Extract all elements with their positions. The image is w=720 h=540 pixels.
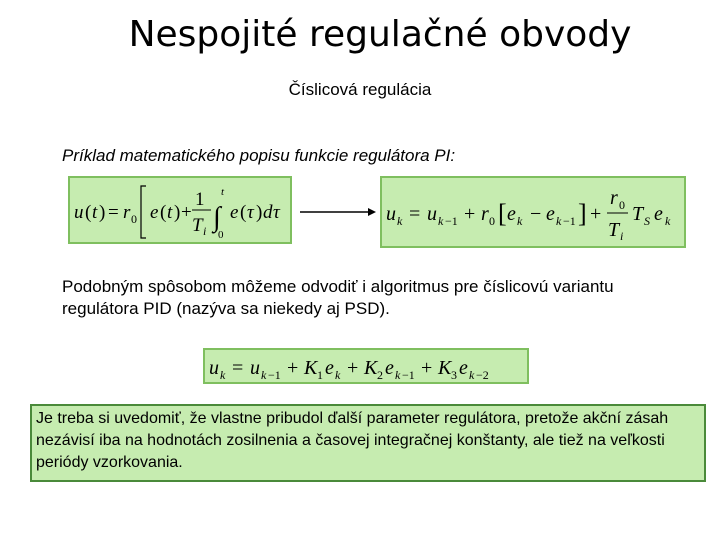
svg-text:T: T <box>192 215 203 236</box>
svg-text:−2: −2 <box>476 368 489 382</box>
svg-text:τ: τ <box>273 202 280 223</box>
svg-text:k: k <box>556 214 562 228</box>
formula-psd <box>203 348 529 384</box>
page-title: Nespojité regulačné obvody <box>128 14 632 55</box>
svg-text:u: u <box>250 357 260 379</box>
svg-text:k: k <box>397 214 403 228</box>
svg-text:+: + <box>181 202 192 223</box>
svg-text:e: e <box>385 357 394 379</box>
formula-discrete-pi-graphic <box>382 178 684 246</box>
svg-text:(: ( <box>85 202 92 223</box>
formula-continuous-pi-graphic <box>70 178 290 242</box>
svg-text:k: k <box>220 368 226 382</box>
svg-text:): ) <box>99 202 106 223</box>
svg-text:r: r <box>123 202 131 223</box>
svg-text:+: + <box>347 357 359 379</box>
svg-text:u: u <box>74 202 84 223</box>
svg-text:(: ( <box>240 202 247 223</box>
svg-text:): ) <box>174 202 181 223</box>
svg-text:0: 0 <box>619 198 625 212</box>
svg-text:1: 1 <box>195 189 205 210</box>
svg-text:=: = <box>108 202 119 223</box>
svg-text:[: [ <box>498 199 507 228</box>
svg-text:−: − <box>530 203 542 225</box>
note-box: Je treba si uvedomiť, že vlastne pribudol ďalší parameter regulátora, pretože akční zásah nezávisí iba na hodnotách zosilnenia a časovej integračnej konštanty, ale tiež na veľkosti periódy vzorkovania. <box>30 404 706 482</box>
svg-text:K: K <box>304 357 318 379</box>
svg-text:2: 2 <box>377 368 383 382</box>
svg-text:k: k <box>261 368 267 382</box>
svg-text:t: t <box>92 202 98 223</box>
svg-text:∫: ∫ <box>213 202 221 233</box>
formula-continuous-pi <box>68 176 292 244</box>
svg-text:k: k <box>438 214 444 228</box>
svg-text:k: k <box>665 214 671 228</box>
svg-text:+: + <box>287 357 299 379</box>
svg-text:K: K <box>364 357 378 379</box>
svg-text:0: 0 <box>218 229 224 241</box>
svg-text:−1: −1 <box>268 368 281 382</box>
example-label: Príklad matematického popisu funkcie regulátora PI: <box>62 146 456 165</box>
svg-text:τ: τ <box>247 202 254 223</box>
svg-text:u: u <box>386 203 396 225</box>
svg-text:K: K <box>438 357 452 379</box>
svg-text:r: r <box>610 187 618 209</box>
svg-text:u: u <box>209 357 219 379</box>
svg-text:=: = <box>409 203 421 225</box>
formula-discrete-pi <box>380 176 686 248</box>
svg-text:k: k <box>335 368 341 382</box>
svg-text:+: + <box>421 357 433 379</box>
svg-text:0: 0 <box>131 212 137 226</box>
page-subtitle: Číslicová regulácia <box>288 80 432 99</box>
svg-text:(: ( <box>160 202 167 223</box>
svg-text:T: T <box>608 219 620 241</box>
arrow-icon <box>300 205 376 219</box>
svg-text:t: t <box>221 186 225 198</box>
svg-text:k: k <box>395 368 401 382</box>
svg-text:k: k <box>469 368 475 382</box>
svg-text:1: 1 <box>317 368 323 382</box>
svg-text:): ) <box>256 202 263 223</box>
svg-text:]: ] <box>578 199 587 228</box>
svg-text:S: S <box>644 214 650 228</box>
svg-text:e: e <box>325 357 334 379</box>
svg-text:−1: −1 <box>563 214 576 228</box>
svg-text:e: e <box>230 202 239 223</box>
paragraph-pid: Podobným spôsobom môžeme odvodiť i algoritmus pre číslicovú variantu regulátora PID (nazýva sa niekedy aj PSD). <box>62 277 614 318</box>
svg-text:e: e <box>546 203 555 225</box>
svg-text:T: T <box>632 203 644 225</box>
svg-text:r: r <box>481 203 489 225</box>
svg-text:=: = <box>232 357 244 379</box>
svg-text:e: e <box>654 203 663 225</box>
formula-psd-graphic <box>205 350 527 382</box>
svg-text:k: k <box>517 214 523 228</box>
svg-text:−1: −1 <box>402 368 415 382</box>
svg-text:u: u <box>427 203 437 225</box>
svg-text:e: e <box>507 203 516 225</box>
svg-text:d: d <box>263 202 273 223</box>
svg-text:i: i <box>203 224 207 238</box>
svg-text:t: t <box>167 202 173 223</box>
svg-text:+: + <box>464 203 476 225</box>
svg-text:+: + <box>590 203 602 225</box>
svg-text:i: i <box>620 229 624 243</box>
svg-text:−1: −1 <box>445 214 458 228</box>
svg-text:e: e <box>150 202 159 223</box>
svg-text:e: e <box>459 357 468 379</box>
svg-text:3: 3 <box>451 368 457 382</box>
svg-text:0: 0 <box>489 214 495 228</box>
